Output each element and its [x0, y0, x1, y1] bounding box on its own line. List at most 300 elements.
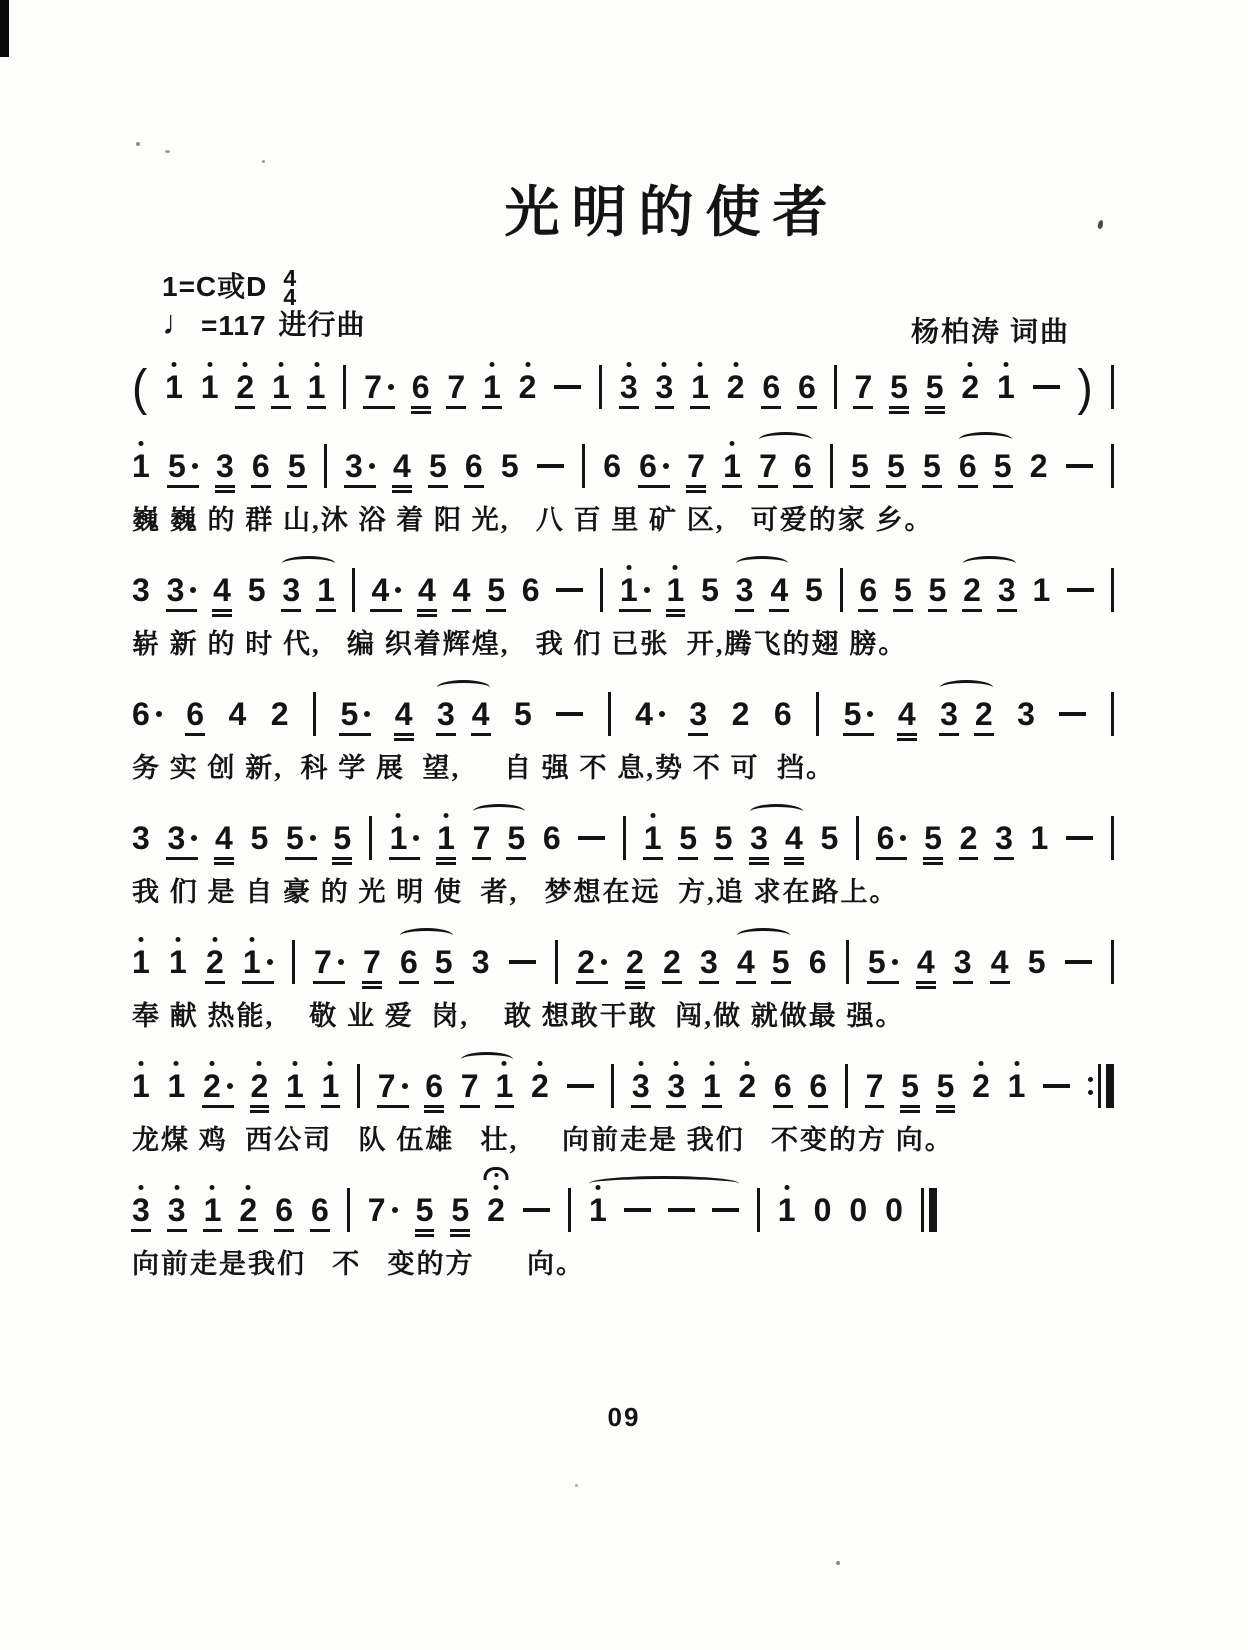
note-digit: 6: [793, 448, 812, 484]
underline: [495, 1105, 515, 1108]
note-core: [620, 574, 638, 606]
note-core: [251, 1070, 269, 1102]
octave-dot: [396, 813, 401, 818]
note-core: [437, 698, 455, 730]
note-digit: 3: [132, 1192, 150, 1228]
note-core: [308, 371, 326, 403]
duration-dash: [624, 1208, 651, 1212]
note-core: [898, 698, 916, 730]
note-digit: 4: [394, 696, 413, 732]
note-core: [167, 574, 185, 606]
note-core: [917, 946, 935, 978]
barline: [600, 568, 603, 612]
augmentation-dot: [310, 835, 316, 841]
note: [894, 572, 912, 608]
underline: [377, 1105, 409, 1108]
barline: [1111, 692, 1114, 736]
duration-dash: [554, 385, 581, 389]
note: [700, 944, 718, 980]
underline: [242, 981, 274, 984]
note-digit: 3: [735, 572, 754, 608]
note-digit: 3: [166, 572, 185, 608]
scan-artifact: [575, 1484, 578, 1487]
slur-arc: [940, 680, 993, 695]
note-core: [868, 946, 886, 978]
note-core: [923, 450, 941, 482]
augmentation-dot: [663, 463, 669, 469]
note-core: [1008, 1070, 1026, 1102]
note-core: [501, 450, 519, 482]
note: [400, 944, 418, 980]
underline: [363, 406, 395, 409]
slur-arc: [750, 804, 803, 819]
augmentation-dot: [644, 587, 650, 593]
note: [167, 820, 197, 856]
underline: [994, 857, 1014, 860]
augmentation-dot: [892, 959, 898, 965]
note-core: [577, 946, 595, 978]
note: [620, 369, 638, 405]
note-digit: 7: [314, 944, 332, 980]
note: [885, 1192, 903, 1228]
note-core: [248, 574, 266, 606]
lyrics-line: 巍 巍 的 群 山,沐 浴 着 阳 光, 八 百 里 矿 区, 可爱的家 乡。: [132, 505, 934, 535]
underline: [424, 1105, 444, 1108]
note: [229, 696, 247, 732]
underline: [472, 857, 492, 860]
note-core: [894, 574, 912, 606]
note-digit: 6: [425, 1068, 443, 1104]
note-digit: 2: [726, 369, 745, 405]
octave-dot: [968, 362, 973, 367]
note-core: [727, 371, 745, 403]
note-digit: 5: [843, 696, 862, 732]
note-digit: 5: [851, 448, 869, 484]
note-digit: 5: [250, 820, 269, 856]
note-digit: 6: [399, 944, 418, 980]
note-core: [972, 1070, 990, 1102]
note: [809, 1068, 827, 1104]
note-digit: 2: [959, 820, 978, 856]
octave-dot: [246, 1185, 251, 1190]
underline: [736, 981, 756, 984]
note-core: [635, 698, 653, 730]
note-core: [603, 450, 621, 482]
note-core: [514, 698, 532, 730]
note-digit: 6: [958, 448, 977, 484]
note: [639, 448, 669, 484]
octave-dot: [328, 1061, 333, 1066]
underline: [399, 981, 419, 984]
note-core: [437, 822, 455, 854]
note: [924, 820, 942, 856]
octave-dot: [138, 441, 143, 446]
note-digit: 4: [471, 696, 490, 732]
note-core: [997, 371, 1015, 403]
note: [626, 944, 644, 980]
barline: [1111, 444, 1114, 488]
note: [851, 448, 869, 484]
augmentation-dot: [191, 835, 197, 841]
note: [204, 1192, 222, 1228]
tempo-style: 进行曲: [278, 309, 366, 341]
note: [132, 696, 162, 732]
augmentation-dot: [402, 1083, 408, 1089]
note-core: [416, 1194, 434, 1226]
underline: [758, 485, 778, 488]
underline: [922, 485, 942, 488]
underline: [625, 986, 645, 989]
barline: [1111, 568, 1114, 612]
note-core: [723, 450, 741, 482]
slur-arc: [963, 556, 1016, 571]
underline: [251, 485, 271, 488]
underline: [923, 857, 943, 860]
barline: [347, 1188, 350, 1232]
note-core: [167, 822, 185, 854]
underline: [666, 1105, 686, 1108]
note-digit: 5: [771, 944, 790, 980]
barline: [623, 816, 626, 860]
note: [213, 572, 231, 608]
scan-artifact: [262, 160, 265, 163]
note-core: [998, 574, 1016, 606]
note-digit: 5: [867, 944, 886, 980]
key-tempo-block: [162, 265, 366, 343]
note-digit: 6: [798, 369, 816, 405]
note-core: [737, 946, 755, 978]
note-core: [215, 822, 233, 854]
note-digit: 3: [619, 369, 638, 405]
note: [620, 572, 650, 608]
duration-dash: [537, 464, 564, 468]
note: [887, 448, 905, 484]
note-digit: 2: [663, 944, 681, 980]
octave-dot: [175, 937, 180, 942]
thick-bar: [929, 1188, 937, 1232]
note-digit: 5: [901, 1068, 919, 1104]
note-core: [667, 1070, 685, 1102]
note: [501, 448, 519, 484]
duration-dash: [1033, 385, 1060, 389]
barline: [369, 816, 372, 860]
barline: [1111, 816, 1114, 860]
underline: [936, 1105, 956, 1108]
note: [959, 448, 977, 484]
lyrics-line: 龙煤 鸡 西公司 队 伍雄 壮, 向前走是 我们 不变的方 向。: [132, 1125, 954, 1155]
underline: [749, 857, 769, 860]
note-digit: 3: [471, 944, 490, 980]
underline: [205, 981, 225, 984]
octave-dot: [674, 1061, 679, 1066]
note: [311, 1192, 329, 1228]
underline: [394, 738, 414, 741]
note-digit: 5: [679, 820, 697, 856]
note-core: [854, 371, 872, 403]
note: [186, 696, 204, 732]
note: [371, 572, 401, 608]
note: [472, 944, 490, 980]
note-core: [345, 450, 363, 482]
barline: [599, 365, 602, 409]
underline: [285, 857, 317, 860]
note: [317, 572, 335, 608]
duration-dash: [578, 836, 605, 840]
note: [890, 369, 908, 405]
note: [868, 944, 898, 980]
octave-dot: [207, 362, 212, 367]
note: [314, 944, 344, 980]
octave-dot: [1003, 362, 1008, 367]
underline: [506, 857, 526, 860]
slur-group: [750, 820, 803, 856]
note-digit: 2: [270, 696, 289, 732]
note-digit: 1: [482, 369, 501, 405]
note-digit: 6: [464, 448, 483, 484]
underline: [897, 733, 917, 736]
underline: [686, 485, 706, 488]
note-digit: 2: [531, 1068, 549, 1104]
note: [732, 696, 750, 732]
underline: [858, 609, 878, 612]
underline: [793, 485, 813, 488]
note-digit: 3: [282, 572, 301, 608]
note: [723, 448, 741, 484]
note-digit: 1: [321, 1068, 340, 1104]
underline: [886, 485, 906, 488]
octave-dot: [249, 937, 254, 942]
barline: [555, 940, 558, 984]
note-core: [425, 1070, 443, 1102]
note: [844, 696, 874, 732]
note-core: [132, 698, 150, 730]
augmentation-dot: [395, 587, 401, 593]
note-core: [715, 822, 733, 854]
octave-dot: [745, 1061, 750, 1066]
note: [923, 448, 941, 484]
scan-artifact: [136, 142, 140, 146]
note: [954, 944, 972, 980]
note-digit: 3: [1017, 696, 1035, 732]
time-signature-top: 4: [283, 265, 298, 291]
note-core: [169, 946, 187, 978]
note: [345, 448, 375, 484]
repeat-dot: [1088, 1077, 1093, 1082]
note-core: [849, 1194, 867, 1226]
note-digit: 1: [588, 1192, 607, 1228]
slur-group: [736, 572, 789, 608]
note-digit: 5: [1027, 944, 1046, 980]
time-signature-bottom: 4: [283, 283, 298, 310]
underline: [666, 614, 686, 617]
note-digit: 2: [961, 369, 980, 405]
duration-dash: [1043, 1084, 1070, 1088]
note-digit: 6: [859, 572, 878, 608]
underline: [655, 406, 675, 409]
note-digit: 1: [272, 369, 290, 405]
note: [132, 820, 150, 856]
note-core: [644, 822, 662, 854]
slur-arc: [473, 804, 526, 819]
underline: [797, 406, 817, 409]
note-digit: 1: [203, 1192, 222, 1228]
note: [929, 572, 947, 608]
note-digit: 6: [186, 696, 205, 732]
note-digit: 7: [460, 1068, 479, 1104]
duration-dash: [567, 1084, 594, 1088]
underline: [958, 485, 978, 488]
note-core: [994, 450, 1012, 482]
note-digit: 3: [997, 572, 1016, 608]
underline: [722, 485, 742, 488]
note: [132, 1068, 150, 1104]
note-core: [851, 450, 869, 482]
note-digit: 1: [691, 369, 709, 405]
lyrics-line: 我 们 是 自 豪 的 光 明 使 者, 梦想在远 方,追 求在路上。: [132, 877, 899, 907]
octave-dot: [626, 565, 631, 570]
note-core: [639, 450, 657, 482]
note: [519, 369, 537, 405]
slur-arc: [959, 432, 1012, 447]
note: [453, 572, 471, 608]
note-digit: 5: [434, 944, 453, 980]
barline: [313, 692, 316, 736]
underline: [900, 1110, 920, 1113]
note: [917, 944, 935, 980]
underline: [688, 733, 708, 736]
underline: [167, 1229, 187, 1232]
note-core: [472, 698, 490, 730]
note-digit: 3: [436, 696, 455, 732]
octave-dot: [210, 1185, 215, 1190]
note-digit: 7: [687, 448, 705, 484]
barline: [1111, 365, 1114, 409]
note-digit: 6: [132, 696, 150, 732]
slur-group: [473, 820, 526, 856]
note-core: [774, 1070, 792, 1102]
note-core: [778, 1194, 796, 1226]
note-core: [252, 450, 270, 482]
note-core: [487, 574, 505, 606]
note-core: [429, 450, 447, 482]
note: [798, 369, 816, 405]
underline: [285, 1105, 305, 1108]
note: [859, 572, 877, 608]
note-digit: 4: [392, 448, 411, 484]
note-core: [132, 1194, 150, 1226]
octave-dot: [292, 1061, 297, 1066]
lyrics-line: 务 实 创 新, 科 学 展 望, 自 强 不 息,势 不 可 挡。: [132, 753, 835, 783]
note: [663, 944, 681, 980]
duration-dash: [1067, 588, 1094, 592]
underline: [928, 609, 948, 612]
underline: [460, 1105, 480, 1108]
note: [395, 696, 413, 732]
note-core: [995, 822, 1013, 854]
augmentation-dot: [900, 835, 906, 841]
note: [926, 369, 944, 405]
barline: [845, 1064, 848, 1108]
underline: [993, 485, 1013, 488]
note-digit: 6: [275, 1192, 293, 1228]
note-digit: 5: [247, 572, 266, 608]
note: [738, 1068, 756, 1104]
note: [288, 448, 306, 484]
note: [814, 1192, 832, 1228]
note-core: [820, 822, 838, 854]
note: [286, 820, 316, 856]
note-core: [689, 698, 707, 730]
underline: [362, 986, 382, 989]
underline: [321, 1105, 341, 1108]
note: [333, 820, 351, 856]
slur-group: [959, 448, 1012, 484]
augmentation-dot: [156, 711, 162, 717]
note: [727, 369, 745, 405]
slur-group: [940, 696, 993, 732]
note-digit: 6: [773, 1068, 792, 1104]
note: [1008, 1068, 1026, 1104]
underline: [313, 981, 345, 984]
scan-artifact: [165, 150, 170, 153]
note-core: [390, 822, 408, 854]
lyrics-line: 向前走是我们 不 变的方 向。: [132, 1249, 585, 1279]
duration-dash: [1065, 960, 1092, 964]
note: [168, 1192, 186, 1228]
underline: [370, 609, 402, 612]
notation-row: [132, 693, 1114, 735]
underline: [235, 406, 255, 409]
octave-dot: [525, 362, 530, 367]
barline: [840, 568, 843, 612]
octave-dot: [212, 937, 217, 942]
note-core: [770, 574, 788, 606]
note-digit: 2: [963, 572, 981, 608]
note: [514, 696, 532, 732]
note-core: [317, 574, 335, 606]
note: [272, 369, 290, 405]
note-digit: 5: [925, 369, 944, 405]
underline: [446, 406, 466, 409]
underline: [893, 609, 913, 612]
note-digit: 1: [389, 820, 408, 856]
underline: [332, 857, 352, 860]
note-digit: 3: [667, 1068, 686, 1104]
underline: [436, 733, 456, 736]
note-core: [282, 574, 300, 606]
note: [998, 572, 1016, 608]
note: [487, 1192, 505, 1228]
note-digit: 2: [487, 1192, 505, 1228]
note: [250, 820, 268, 856]
underline: [166, 857, 198, 860]
duration-dash: [1066, 836, 1093, 840]
note-digit: 1: [168, 944, 187, 980]
note-core: [543, 822, 561, 854]
note: [167, 572, 197, 608]
underline: [394, 733, 414, 736]
note-digit: 4: [452, 572, 471, 608]
barline: [834, 365, 837, 409]
slur-group: [589, 1192, 739, 1228]
octave-dot: [650, 813, 655, 818]
note-core: [239, 1194, 257, 1226]
note-digit: 4: [770, 572, 789, 608]
note: [963, 572, 981, 608]
barline: [830, 444, 833, 488]
note: [437, 820, 455, 856]
note-digit: 5: [993, 448, 1012, 484]
